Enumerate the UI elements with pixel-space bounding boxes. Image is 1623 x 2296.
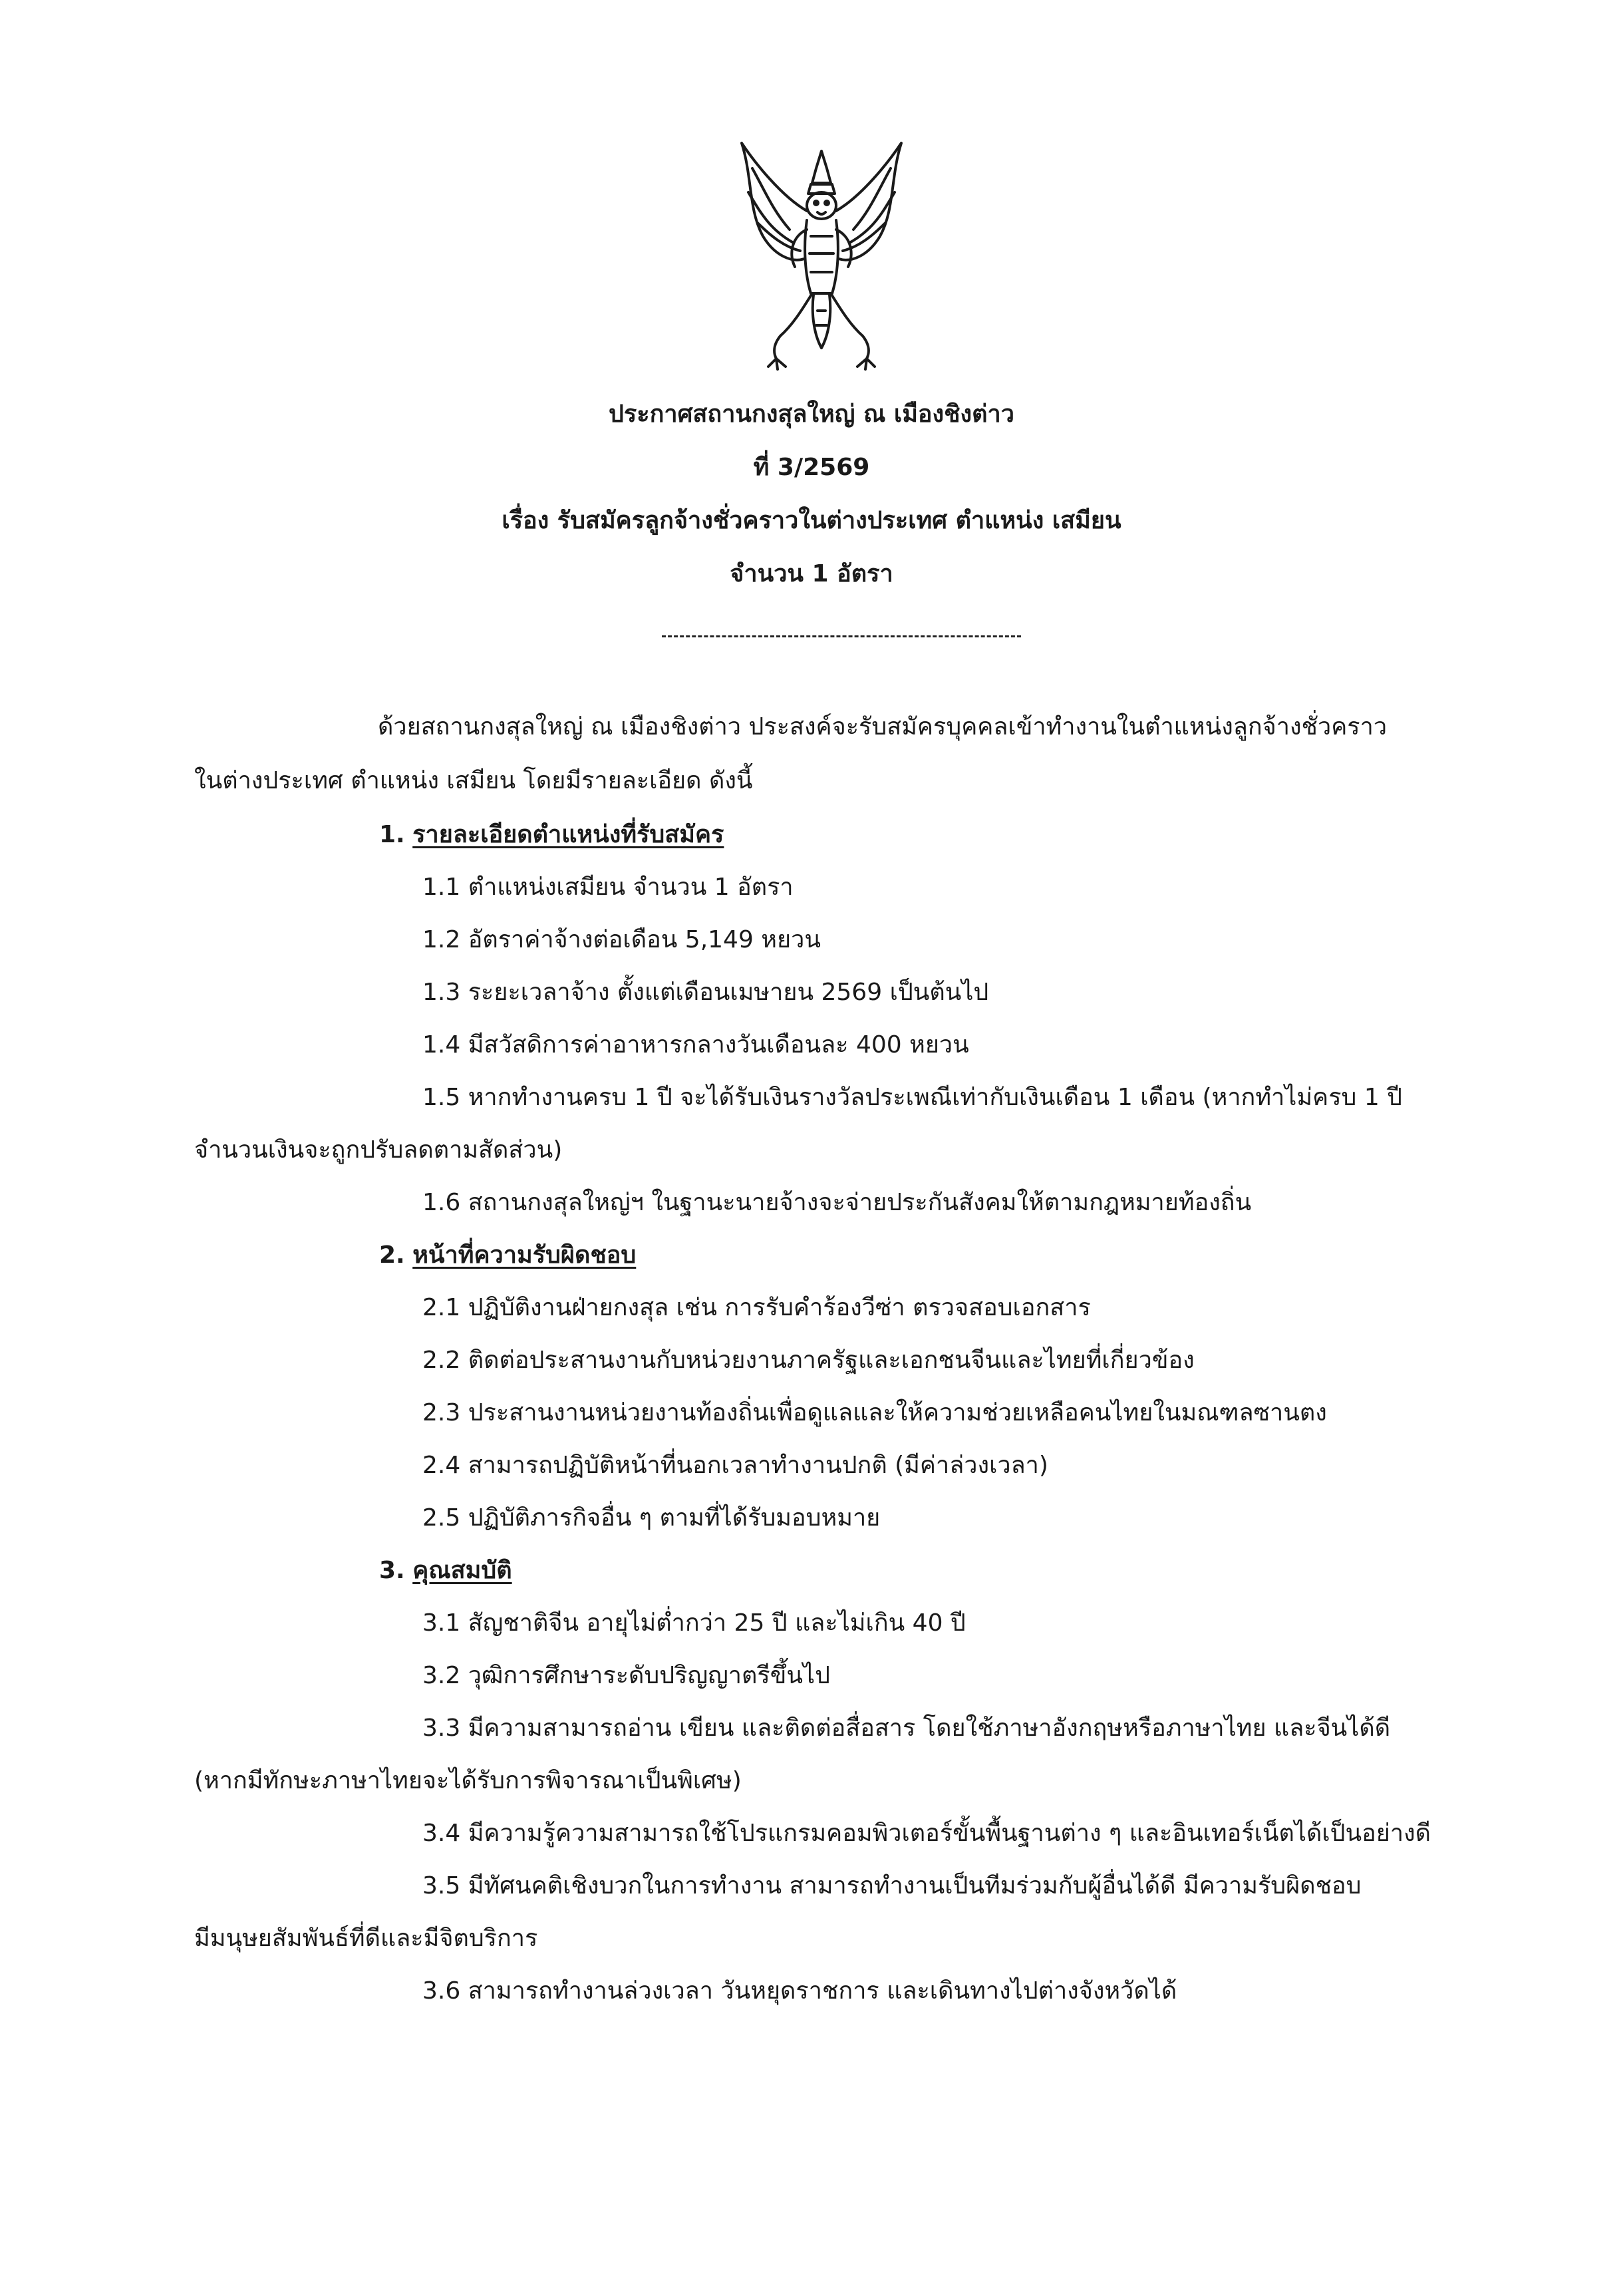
item-3-1: 3.1 สัญชาติจีน อายุไม่ต่ำกว่า 25 ปี และไม่เกิน 40 ปี: [422, 1609, 966, 1637]
section-2-heading: [379, 1241, 636, 1269]
item-2-4: 2.4 สามารถปฏิบัติหน้าที่นอกเวลาทำงานปกติ (มีค่าล่วงเวลา): [422, 1452, 1048, 1479]
item-1-1: 1.1 ตำแหน่งเสมียน จำนวน 1 อัตรา: [422, 874, 794, 901]
item-3-4: 3.4 มีความรู้ความสามารถใช้โปรแกรมคอมพิวเตอร์ขั้นพื้นฐานต่าง ๆ และอินเทอร์เน็ตได้เป็นอย่างดี: [422, 1820, 1431, 1847]
item-1-6: 1.6 สถานกงสุลใหญ่ฯ ในฐานะนายจ้างจะจ่ายประกันสังคมให้ตามกฎหมายท้องถิ่น: [422, 1189, 1252, 1216]
section-3-title: คุณสมบัติ: [412, 1557, 512, 1584]
item-2-2: 2.2 ติดต่อประสานงานกับหน่วยงานภาครัฐและเอกชนจีนและไทยที่เกี่ยวข้อง: [422, 1347, 1195, 1374]
section-1-heading: [379, 821, 724, 849]
announcement-subject: เรื่อง รับสมัครลูกจ้างชั่วคราวในต่างประเทศ ตำแหน่ง เสมียน: [502, 507, 1121, 534]
item-1-3: 1.3 ระยะเวลาจ้าง ตั้งแต่เดือนเมษายน 2569 เป็นต้นไป: [422, 979, 989, 1006]
item-1-4: 1.4 มีสวัสดิการค่าอาหารกลางวันเดือนละ 400 หยวน: [422, 1031, 969, 1059]
announcement-count: จำนวน 1 อัตรา: [730, 560, 893, 587]
section-2-number: 2.: [379, 1241, 405, 1269]
item-3-2: 3.2 วุฒิการศึกษาระดับปริญญาตรีขึ้นไป: [422, 1662, 830, 1689]
separator-line: [662, 635, 1021, 637]
section-3-heading: [379, 1557, 512, 1585]
item-3-3-continued: (หากมีทักษะภาษาไทยจะได้รับการพิจารณาเป็นพิเศษ): [194, 1767, 742, 1794]
item-3-6: 3.6 สามารถทำงานล่วงเวลา วันหยุดราชการ และเดินทางไปต่างจังหวัดได้: [422, 1977, 1177, 2005]
item-1-2: 1.2 อัตราค่าจ้างต่อเดือน 5,149 หยวน: [422, 926, 821, 953]
item-3-3: 3.3 มีความสามารถอ่าน เขียน และติดต่อสื่อสาร โดยใช้ภาษาอังกฤษหรือภาษาไทย และจีนได้ดี: [422, 1715, 1391, 1742]
garuda-emblem-icon: [728, 136, 915, 376]
item-2-1: 2.1 ปฏิบัติงานฝ่ายกงสุล เช่น การรับคำร้องวีซ่า ตรวจสอบเอกสาร: [422, 1294, 1091, 1321]
section-2-title: หน้าที่ความรับผิดชอบ: [412, 1241, 637, 1269]
item-3-5: 3.5 มีทัศนคติเชิงบวกในการทำงาน สามารถทำงานเป็นทีมร่วมกับผู้อื่นได้ดี มีความรับผิดชอบ: [422, 1872, 1362, 1899]
item-3-5-continued: มีมนุษยสัมพันธ์ที่ดีและมีจิตบริการ: [194, 1925, 538, 1952]
item-2-3: 2.3 ประสานงานหน่วยงานท้องถิ่นเพื่อดูแลและให้ความช่วยเหลือคนไทยในมณฑลซานตง: [422, 1399, 1327, 1426]
intro-line-2: ในต่างประเทศ ตำแหน่ง เสมียน โดยมีรายละเอียด ดังนี้: [194, 767, 753, 794]
section-1-title: รายละเอียดตำแหน่งที่รับสมัคร: [412, 821, 724, 848]
section-3-number: 3.: [379, 1557, 405, 1584]
announcement-number: ที่ 3/2569: [753, 454, 870, 481]
section-1-number: 1.: [379, 821, 405, 848]
item-1-5: 1.5 หากทำงานครบ 1 ปี จะได้รับเงินรางวัลประเพณีเท่ากับเงินเดือน 1 เดือน (หากทำไม่ครบ 1 ปี: [422, 1084, 1403, 1111]
item-1-5-continued: จำนวนเงินจะถูกปรับลดตามสัดส่วน): [194, 1136, 563, 1164]
intro-line-1: ด้วยสถานกงสุลใหญ่ ณ เมืองชิงต่าว ประสงค์จะรับสมัครบุคคลเข้าทำงานในตำแหน่งลูกจ้างชั่วคราว: [378, 713, 1388, 740]
item-2-5: 2.5 ปฏิบัติภารกิจอื่น ๆ ตามที่ได้รับมอบหมาย: [422, 1504, 881, 1532]
announcement-title: ประกาศสถานกงสุลใหญ่ ณ เมืองชิงต่าว: [609, 401, 1014, 428]
